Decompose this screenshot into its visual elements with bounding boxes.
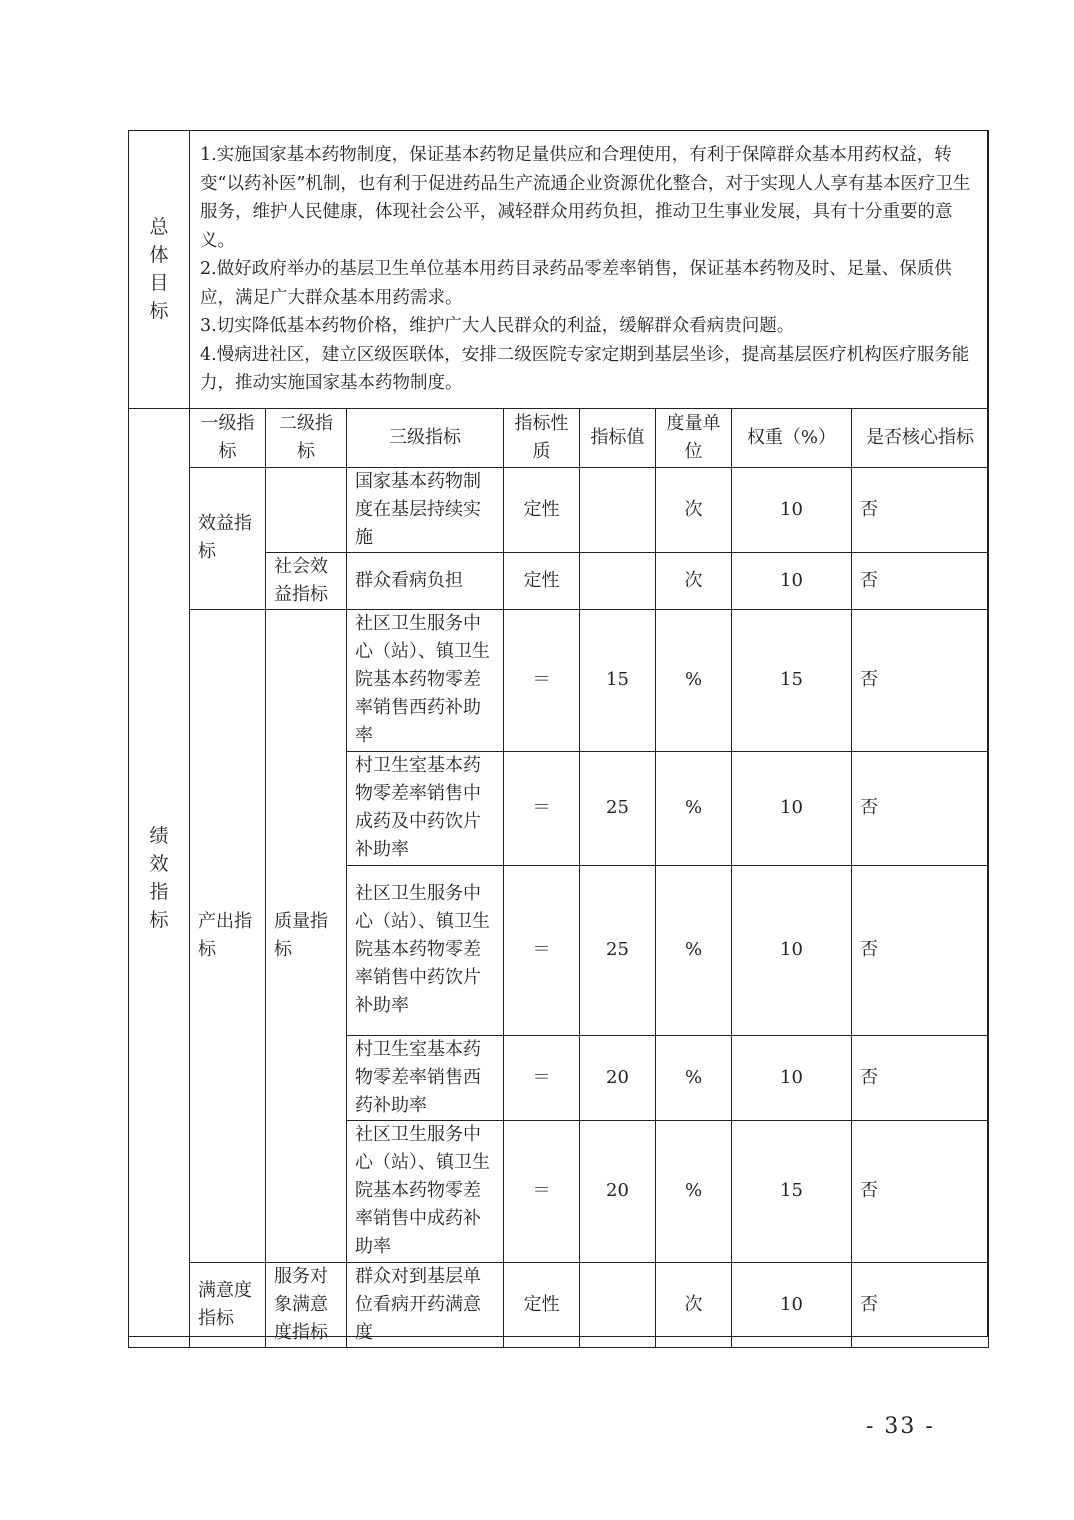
- table-header-row: [129, 408, 989, 467]
- indicator-nature: ＝: [504, 751, 580, 865]
- group-output: 产出指标: [190, 609, 266, 1262]
- indicator-weight: 10: [732, 1035, 852, 1120]
- indicator-name: 群众看病负担: [347, 552, 504, 609]
- indicator-core: 否: [852, 751, 989, 865]
- group-quality: 质量指标: [266, 609, 347, 1262]
- indicator-nature: 定性: [504, 552, 580, 609]
- indicator-nature: ＝: [504, 1035, 580, 1120]
- header-core: 是否核心指标: [852, 408, 989, 467]
- indicator-value: 20: [580, 1035, 656, 1120]
- group-service-satisfaction: 服务对象满意度指标: [266, 1262, 347, 1347]
- indicator-name: 村卫生室基本药物零差率销售中成药及中药饮片补助率: [347, 751, 504, 865]
- indicator-weight: 10: [732, 865, 852, 1035]
- indicator-unit: %: [656, 1035, 732, 1120]
- indicator-nature: ＝: [504, 865, 580, 1035]
- indicator-core: 否: [852, 865, 989, 1035]
- indicator-unit: %: [656, 751, 732, 865]
- overall-goal-row: [129, 131, 989, 409]
- indicator-value: [580, 467, 656, 552]
- table-row: [129, 467, 989, 552]
- indicator-value: [580, 552, 656, 609]
- header-unit: 度量单位: [656, 408, 732, 467]
- indicator-name: 国家基本药物制度在基层持续实施: [347, 467, 504, 552]
- group-benefit: 效益指标: [190, 467, 266, 609]
- goal-item-3: 3.切实降低基本药物价格，维护广大人民群众的利益，缓解群众看病贵问题。: [200, 316, 795, 336]
- indicator-core: 否: [852, 467, 989, 552]
- header-level3: 三级指标: [347, 408, 504, 467]
- indicator-name: 社区卫生服务中心（站）、镇卫生院基本药物零差率销售中成药补助率: [347, 1120, 504, 1262]
- goal-item-2: 2.做好政府举办的基层卫生单位基本用药目录药品零差率销售，保证基本药物及时、足量、保质供应，满足广大群众基本用药需求。: [200, 259, 952, 308]
- header-value: 指标值: [580, 408, 656, 467]
- header-nature: 指标性质: [504, 408, 580, 467]
- header-level1: 一级指标: [190, 408, 266, 467]
- indicator-name: 社区卫生服务中心（站）、镇卫生院基本药物零差率销售中药饮片补助率: [347, 865, 504, 1035]
- header-weight: 权重（%）: [732, 408, 852, 467]
- indicator-nature: ＝: [504, 1120, 580, 1262]
- indicator-value: 25: [580, 865, 656, 1035]
- overall-goal-label: 总体目标: [129, 131, 190, 409]
- indicator-value: 15: [580, 609, 656, 751]
- group-satisfaction: 满意度指标: [190, 1262, 266, 1347]
- indicator-core: 否: [852, 1262, 989, 1347]
- page-number: - 33 -: [866, 1414, 935, 1439]
- indicator-value: [580, 1262, 656, 1347]
- indicator-weight: 10: [732, 552, 852, 609]
- performance-label: 绩效指标: [129, 408, 190, 1347]
- group-empty: [266, 467, 347, 552]
- group-social-benefit: 社会效益指标: [266, 552, 347, 609]
- indicator-nature: 定性: [504, 1262, 580, 1347]
- indicator-nature: ＝: [504, 609, 580, 751]
- indicator-weight: 10: [732, 751, 852, 865]
- indicator-name: 群众对到基层单位看病开药满意度: [347, 1262, 504, 1347]
- overall-goal-content: [190, 131, 989, 409]
- indicator-unit: 次: [656, 467, 732, 552]
- goal-item-1: 1.实施国家基本药物制度，保证基本药物足量供应和合理使用，有利于保障群众基本用药权益，转变“以药补医”机制，也有利于促进药品生产流通企业资源优化整合，对于实现人人享有基本医疗卫生服务，维护人民健康，体现社会公平，减轻群众用药负担，推动卫生事业发展，具有十分重要的意义。: [200, 145, 971, 251]
- indicator-unit: %: [656, 865, 732, 1035]
- indicator-name: 村卫生室基本药物零差率销售西药补助率: [347, 1035, 504, 1120]
- indicator-unit: %: [656, 609, 732, 751]
- indicator-unit: 次: [656, 1262, 732, 1347]
- indicator-name: 社区卫生服务中心（站）、镇卫生院基本药物零差率销售西药补助率: [347, 609, 504, 751]
- indicator-nature: 定性: [504, 467, 580, 552]
- indicator-weight: 15: [732, 1120, 852, 1262]
- header-level2: 二级指标: [266, 408, 347, 467]
- indicator-core: 否: [852, 609, 989, 751]
- indicator-weight: 10: [732, 1262, 852, 1347]
- indicator-core: 否: [852, 552, 989, 609]
- indicator-value: 20: [580, 1120, 656, 1262]
- indicator-unit: 次: [656, 552, 732, 609]
- indicator-unit: %: [656, 1120, 732, 1262]
- indicator-core: 否: [852, 1120, 989, 1262]
- indicator-weight: 15: [732, 609, 852, 751]
- indicator-core: 否: [852, 1035, 989, 1120]
- table-row: [129, 1262, 989, 1347]
- goal-item-4: 4.慢病进社区，建立区级医联体，安排二级医院专家定期到基层坐诊，提高基层医疗机构医疗服务能力，推动实施国家基本药物制度。: [200, 344, 970, 393]
- indicator-value: 25: [580, 751, 656, 865]
- performance-table: [128, 130, 989, 1348]
- table-row: [129, 609, 989, 751]
- indicator-weight: 10: [732, 467, 852, 552]
